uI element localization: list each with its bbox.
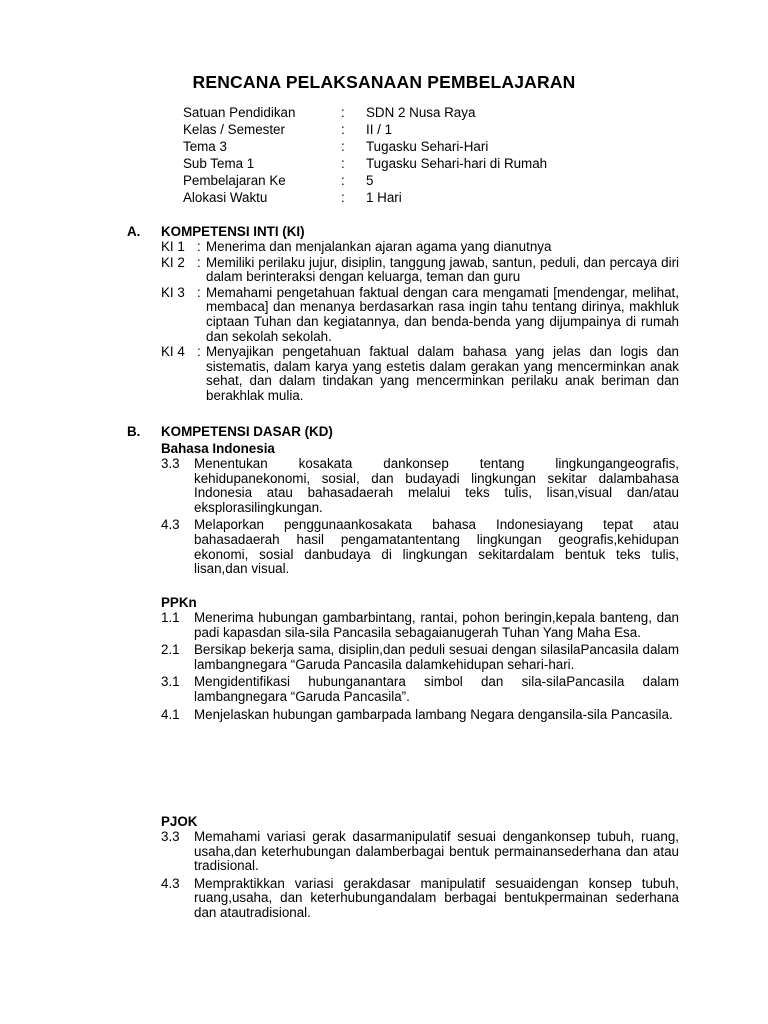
section-kompetensi-inti xyxy=(0,223,768,405)
kd-list-bahasa-indonesia xyxy=(161,457,679,577)
kd-number: 1.1 xyxy=(161,610,180,625)
identity-value: II / 1 xyxy=(366,122,393,137)
ki-label: KI 4 xyxy=(161,344,185,360)
identity-row xyxy=(183,189,603,206)
identity-value: 1 Hari xyxy=(366,190,402,205)
ki-colon: : xyxy=(197,239,201,254)
ki-text: Memahami pengetahuan faktual dengan cara mengamati [mendengar, melihat, membaca] dan menanya berdasarkan rasa ingin tahu tentang dirinya, makhluk ciptaan Tuhan dan kegiatannya, dan benda-benda yang dijumpainya di rumah dan sekolah sekolah. xyxy=(206,284,679,344)
ki-text: Menerima dan menjalankan ajaran agama yang dianutnya xyxy=(206,239,552,254)
identity-row xyxy=(183,121,603,138)
ki-colon: : xyxy=(197,344,201,360)
kd-item xyxy=(161,643,679,672)
identity-value: SDN 2 Nusa Raya xyxy=(366,105,476,120)
identity-value: Tugasku Sehari-Hari xyxy=(366,139,489,154)
kd-number: 3.3 xyxy=(161,456,180,471)
kd-list-ppkn xyxy=(161,611,679,722)
subject-heading-pjok: PJOK xyxy=(161,814,198,829)
ki-label: KI 3 xyxy=(161,284,185,300)
identity-colon: : xyxy=(341,190,345,205)
identity-row xyxy=(183,155,603,172)
kd-text: Menjelaskan hubungan gambarpada lambang Negara dengansila-sila Pancasila. xyxy=(194,706,673,722)
kd-item xyxy=(161,518,679,576)
kd-text: Mengidentifikasi hubunganantara simbol dan sila-silaPancasila dalam lambangnegara “Garuda Pancasila”. xyxy=(194,674,679,704)
kd-number: 4.1 xyxy=(161,706,180,722)
ki-item xyxy=(161,240,679,255)
identity-label: Pembelajaran Ke xyxy=(183,173,286,188)
section-letter: B. xyxy=(127,424,141,439)
kd-text: Bersikap bekerja sama, disiplin,dan peduli sesuai dengan silasilaPancasila dalam lambangnegara “Garuda Pancasila dalamkehidupan sehari-hari. xyxy=(194,642,679,672)
ki-text: Menyajikan pengetahuan faktual dalam bahasa yang jelas dan logis dan sistematis, dalam karya yang estetis dalam gerakan yang mencerminkan anak sehat, dan dalam tindakan yang mencerminkan perilaku anak beriman dan berakhlak mulia. xyxy=(206,344,679,403)
ki-colon: : xyxy=(197,284,201,300)
identity-table xyxy=(183,104,603,206)
subject-block-ppkn xyxy=(0,594,768,725)
identity-value: Tugasku Sehari-hari di Rumah xyxy=(366,156,548,171)
subject-heading-bahasa-indonesia: Bahasa Indonesia xyxy=(161,441,275,456)
identity-row xyxy=(183,138,603,155)
ki-item xyxy=(161,256,679,285)
section-kompetensi-dasar xyxy=(0,423,768,580)
identity-value: 5 xyxy=(366,173,374,188)
identity-label: Alokasi Waktu xyxy=(183,190,268,205)
section-heading xyxy=(0,223,768,240)
document-title: RENCANA PELAKSANAAN PEMBELAJARAN xyxy=(192,72,576,92)
identity-row xyxy=(183,172,603,189)
section-letter: A. xyxy=(127,224,141,239)
identity-colon: : xyxy=(341,173,345,188)
identity-label: Sub Tema 1 xyxy=(183,156,255,171)
identity-colon: : xyxy=(341,105,345,120)
identity-colon: : xyxy=(341,156,345,171)
section-heading xyxy=(0,423,768,440)
kd-item xyxy=(161,675,679,704)
kd-text: Melaporkan penggunaankosakata bahasa Indonesiayang tepat atau bahasadaerah hasil pengamatantentang lingkungan geografis,kehidupan ekonomi, sosial danbudaya di lingkungan sekitardalam bentuk teks tulis, lisan,dan visual. xyxy=(194,517,679,577)
section-title: KOMPETENSI INTI (KI) xyxy=(161,224,305,239)
identity-label: Satuan Pendidikan xyxy=(183,105,296,120)
ki-colon: : xyxy=(197,254,201,270)
kd-number: 4.3 xyxy=(161,517,180,533)
kd-number: 3.1 xyxy=(161,674,180,690)
ki-item xyxy=(161,286,679,344)
kd-text: Menerima hubungan gambarbintang, rantai, pohon beringin,kepala banteng, dan padi kapasdan sila-sila Pancasila sebagaianugerah Tuhan Yang Maha Esa. xyxy=(194,610,679,640)
kd-text: Memahami variasi gerak dasarmanipulatif sesuai dengankonsep tubuh, ruang, usaha,dan keterhubungan dalamberbagai bentuk permainansederhana dan atau tradisional. xyxy=(194,829,679,874)
kd-number: 3.3 xyxy=(161,829,180,844)
section-title: KOMPETENSI DASAR (KD) xyxy=(161,424,333,439)
kd-item xyxy=(161,611,679,640)
ki-item xyxy=(161,345,679,403)
kd-number: 4.3 xyxy=(161,875,180,891)
identity-label: Tema 3 xyxy=(183,139,227,154)
kd-text: Mempraktikkan variasi gerakdasar manipulatif sesuaidengan konsep tubuh, ruang,usaha, dan keterhubungandalam berbagai bentukpermainan sederhana dan atautradisional. xyxy=(194,875,679,920)
subject-block-pjok xyxy=(0,813,768,924)
identity-row xyxy=(183,104,603,121)
kd-item xyxy=(161,830,679,874)
identity-colon: : xyxy=(341,139,345,154)
kd-list-pjok xyxy=(161,830,679,921)
ki-label: KI 2 xyxy=(161,254,185,270)
kd-item xyxy=(161,457,679,515)
kd-text: Menentukan kosakata dankonsep tentang lingkungangeografis, kehidupanekonomi, sosial, dan budayadi lingkungan sekitar dalambahasa Indonesia atau bahasadaerah melalui teks tulis, lisan,visual dan/atau eksplorasilingkungan. xyxy=(194,456,679,515)
ki-list xyxy=(161,240,679,404)
subject-heading-ppkn: PPKn xyxy=(161,595,197,610)
kd-number: 2.1 xyxy=(161,642,180,658)
identity-label: Kelas / Semester xyxy=(183,122,285,137)
identity-colon: : xyxy=(341,122,345,137)
kd-item xyxy=(161,877,679,921)
ki-text: Memiliki perilaku jujur, disiplin, tanggung jawab, santun, peduli, dan percaya diri dalam berinteraksi dengan keluarga, teman dan guru xyxy=(206,254,679,285)
ki-label: KI 1 xyxy=(161,239,185,254)
kd-item xyxy=(161,708,679,723)
